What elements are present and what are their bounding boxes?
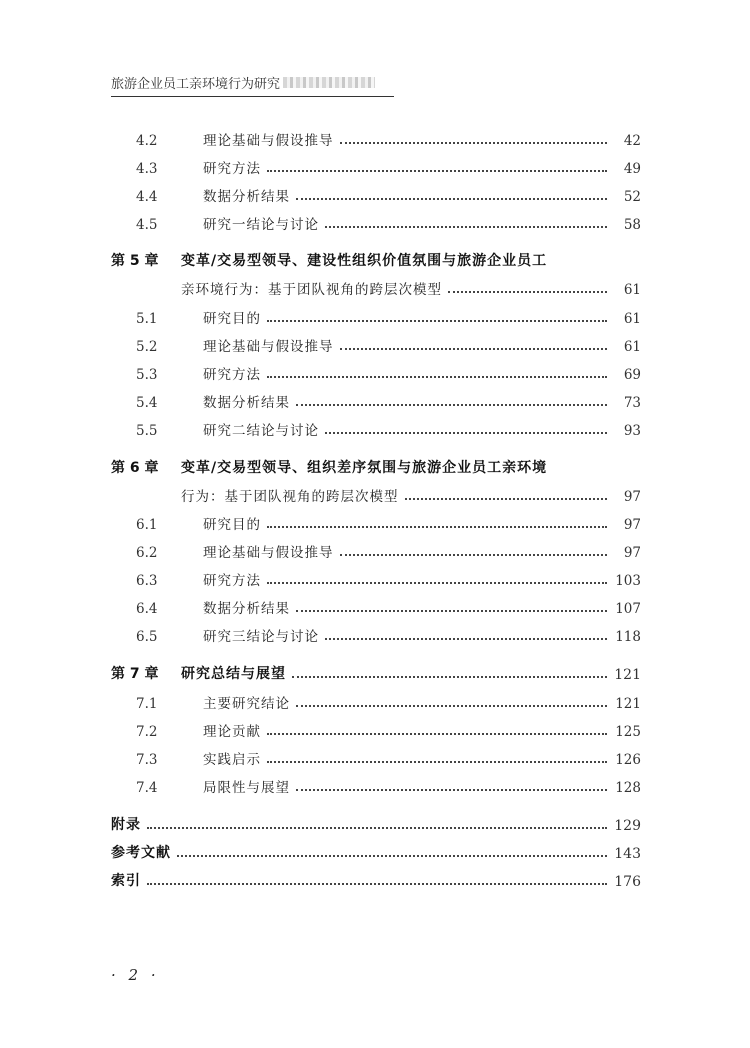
running-header: [111, 73, 394, 97]
toc-entry-number: 6.3: [136, 573, 158, 589]
toc-entry-number: 5.4: [136, 395, 158, 411]
toc-entry-page: 107: [615, 601, 641, 617]
dot-leader: [267, 733, 607, 735]
dot-leader: [405, 498, 608, 500]
toc-entry-title: 研究目的: [203, 517, 261, 533]
toc-entry-title: 变革/交易型领导、建设性组织价值氛围与旅游企业员工: [181, 253, 548, 269]
toc-entry-title: 理论基础与假设推导: [203, 545, 334, 561]
toc-entry-page: 97: [623, 517, 641, 533]
toc-entry-number: 7.4: [136, 780, 158, 796]
toc-entry[interactable]: [111, 812, 641, 834]
toc-entry-page: 61: [623, 311, 641, 327]
toc-entry-title: 研究总结与展望: [181, 666, 286, 682]
toc-entry-number: 5.1: [136, 311, 158, 327]
dot-leader: [147, 827, 607, 829]
toc-entry[interactable]: [111, 868, 641, 890]
toc-entry-title: 附录: [111, 817, 141, 833]
running-header-title: 旅游企业员工亲环境行为研究: [111, 77, 281, 92]
toc-entry-page: 69: [623, 367, 641, 383]
toc-entry-number: 4.3: [136, 161, 158, 177]
toc-entry-page: 73: [623, 395, 641, 411]
dot-leader: [177, 855, 607, 857]
dot-leader: [147, 883, 607, 885]
toc-entry-page: 128: [615, 780, 641, 796]
toc-entry-page: 143: [614, 846, 641, 862]
dot-leader: [296, 198, 607, 200]
toc-entry-number: 4.2: [136, 133, 158, 149]
toc-entry-page: 125: [615, 724, 641, 740]
toc-entry-page: 97: [623, 545, 641, 561]
toc-entry-page: 129: [614, 818, 641, 834]
toc-entry-number: 第 7 章: [111, 666, 159, 682]
dot-leader: [448, 291, 607, 293]
dot-leader: [267, 526, 607, 528]
toc-entry-page: 118: [615, 629, 641, 645]
dot-leader: [340, 554, 608, 556]
toc-entry[interactable]: [111, 155, 641, 177]
toc-entry-title: 理论基础与假设推导: [203, 339, 334, 355]
toc-entry-number: 7.3: [136, 752, 158, 768]
toc-entry-number: 4.4: [136, 189, 158, 205]
toc-entry-number: 6.5: [136, 629, 158, 645]
dot-leader: [296, 610, 607, 612]
toc-entry-title: 研究二结论与讨论: [203, 423, 319, 439]
redacted-mark: [283, 77, 375, 88]
toc-entry-page: 52: [623, 189, 641, 205]
toc-entry-title: 研究目的: [203, 311, 261, 327]
toc-entry-title: 研究方法: [203, 573, 261, 589]
toc-entry[interactable]: [111, 483, 641, 505]
dot-leader: [296, 404, 607, 406]
toc-entry[interactable]: [111, 690, 641, 712]
toc-entry-title: 数据分析结果: [203, 601, 290, 617]
toc-entry[interactable]: [111, 661, 641, 683]
toc-entry-page: 61: [623, 339, 641, 355]
toc-entry[interactable]: [111, 623, 641, 645]
toc-entry-title: 变革/交易型领导、组织差序氛围与旅游企业员工亲环境: [181, 460, 548, 476]
toc-entry[interactable]: [111, 127, 641, 149]
toc-entry-title: 主要研究结论: [203, 696, 290, 712]
toc-entry-title: 研究三结论与讨论: [203, 629, 319, 645]
page-number: · 2 ·: [111, 966, 160, 984]
toc-entry-number: 5.5: [136, 423, 158, 439]
dot-leader: [267, 582, 607, 584]
toc-entry[interactable]: [111, 183, 641, 205]
dot-leader: [340, 348, 608, 350]
toc-entry-title: 亲环境行为：基于团队视角的跨层次模型: [181, 282, 442, 298]
toc-entry-page: 42: [623, 133, 641, 149]
toc-entry[interactable]: [111, 417, 641, 439]
toc-entry-title: 数据分析结果: [203, 189, 290, 205]
toc-entry[interactable]: [111, 305, 641, 327]
toc-entry-page: 121: [614, 667, 641, 683]
toc-entry-title: 实践启示: [203, 752, 261, 768]
toc-entry[interactable]: [111, 595, 641, 617]
toc-entry-number: 7.1: [136, 696, 158, 712]
toc-entry[interactable]: [111, 840, 641, 862]
toc-entry-number: 6.1: [136, 517, 158, 533]
toc-entry-title: 行为：基于团队视角的跨层次模型: [181, 489, 399, 505]
toc-entry-number: 第 6 章: [111, 460, 159, 476]
toc-entry-title: 数据分析结果: [203, 395, 290, 411]
toc-entry-title: 研究一结论与讨论: [203, 217, 319, 233]
toc-entry-title: 研究方法: [203, 161, 261, 177]
toc-entry-page: 93: [623, 423, 641, 439]
toc-entry[interactable]: [111, 276, 641, 298]
dot-leader: [325, 432, 607, 434]
toc-entry[interactable]: [111, 455, 641, 477]
toc-entry[interactable]: [111, 211, 641, 233]
toc-entry[interactable]: [111, 333, 641, 355]
toc-entry-title: 理论基础与假设推导: [203, 133, 334, 149]
toc-entry-number: 6.4: [136, 601, 158, 617]
toc-entry-title: 理论贡献: [203, 724, 261, 740]
toc-entry-page: 103: [615, 573, 641, 589]
dot-leader: [325, 638, 607, 640]
toc-entry-title: 索引: [111, 873, 141, 889]
toc-entry-number: 6.2: [136, 545, 158, 561]
toc-entry-page: 126: [615, 752, 641, 768]
dot-leader: [267, 376, 607, 378]
toc-entry[interactable]: [111, 746, 641, 768]
toc-entry[interactable]: [111, 539, 641, 561]
toc-entry-number: 5.2: [136, 339, 158, 355]
toc-entry-title: 局限性与展望: [203, 780, 290, 796]
toc-entry[interactable]: [111, 774, 641, 796]
dot-leader: [267, 320, 607, 322]
dot-leader: [296, 705, 607, 707]
toc-entry-page: 97: [623, 489, 641, 505]
toc-entry-page: 58: [623, 217, 641, 233]
dot-leader: [340, 142, 608, 144]
toc-entry-number: 7.2: [136, 724, 158, 740]
toc-entry[interactable]: [111, 248, 641, 270]
toc-entry-page: 61: [623, 282, 641, 298]
toc-entry[interactable]: [111, 511, 641, 533]
dot-leader: [296, 789, 607, 791]
dot-leader: [325, 226, 607, 228]
toc-entry-page: 121: [615, 696, 641, 712]
toc-entry-number: 第 5 章: [111, 253, 159, 269]
dot-leader: [267, 761, 607, 763]
toc-entry-page: 49: [623, 161, 641, 177]
toc-entry-number: 4.5: [136, 217, 158, 233]
dot-leader: [292, 676, 607, 678]
toc-entry-number: 5.3: [136, 367, 158, 383]
toc-entry[interactable]: [111, 389, 641, 411]
dot-leader: [267, 170, 607, 172]
toc-entry-title: 参考文献: [111, 845, 171, 861]
toc-entry-page: 176: [614, 874, 641, 890]
toc-entry-title: 研究方法: [203, 367, 261, 383]
toc-entry[interactable]: [111, 718, 641, 740]
toc-entry[interactable]: [111, 361, 641, 383]
toc-entry[interactable]: [111, 567, 641, 589]
